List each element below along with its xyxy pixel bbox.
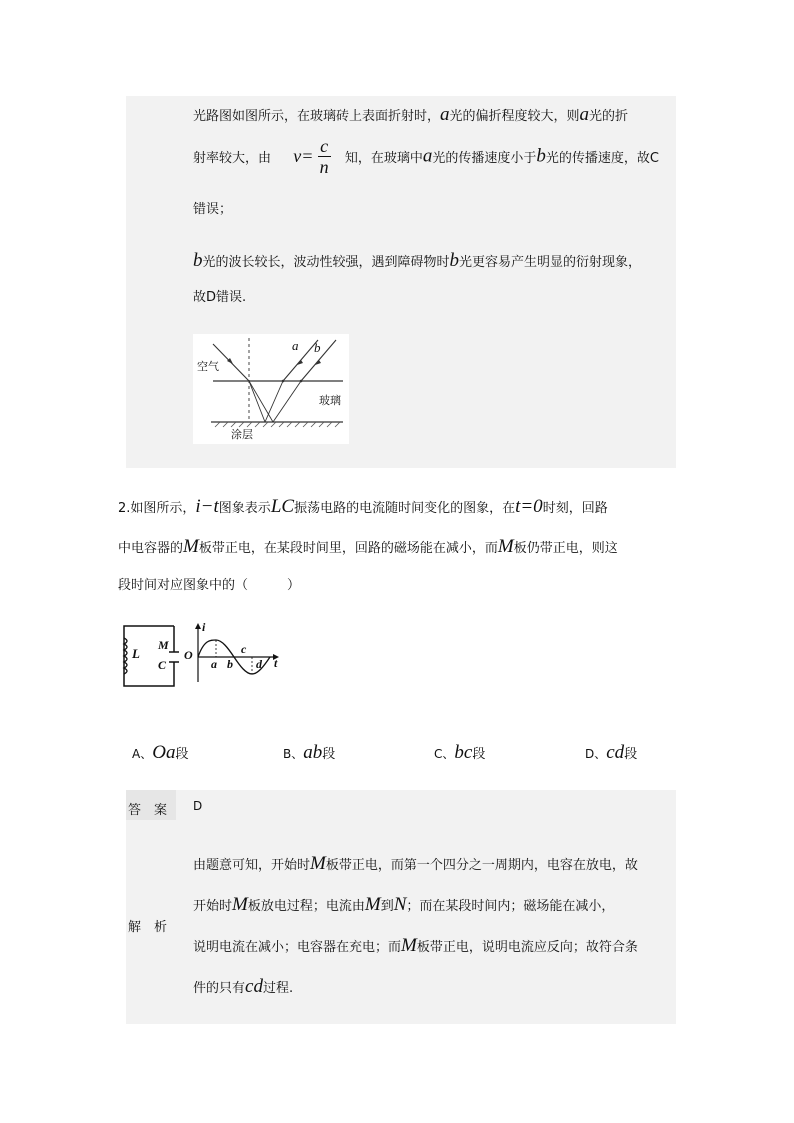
option-b[interactable]: B、ab段 bbox=[283, 742, 336, 763]
label-capacitor: C bbox=[158, 658, 167, 672]
label-point-b: b bbox=[227, 657, 233, 671]
label-glass: 玻璃 bbox=[319, 394, 341, 407]
refraction-diagram-svg bbox=[193, 334, 349, 444]
label-air: 空气 bbox=[197, 360, 219, 373]
label-ray-a: a bbox=[292, 338, 299, 353]
question-line-2: 中电容器的M板带正电，在某段时间里，回路的磁场能在减小，而M板仍带正电，则这 bbox=[118, 536, 618, 557]
option-a[interactable]: A、Oa段 bbox=[132, 742, 189, 763]
solution-line-1: 光路图如图所示，在玻璃砖上表面折射时，a光的偏折程度较大，则a光的折 bbox=[193, 104, 629, 125]
solution-line-4: b光的波长较长，波动性较强，遇到障碍物时b光更容易产生明显的衍射现象， bbox=[193, 250, 642, 271]
answer-label: 答 案 bbox=[128, 803, 168, 818]
solution-line-3: 错误； bbox=[193, 202, 233, 217]
solution-line-5: 故D错误. bbox=[193, 290, 247, 305]
formula-v: v= bbox=[293, 146, 314, 166]
label-point-a: a bbox=[211, 657, 217, 671]
analysis-line-1: 由题意可知，开始时M板带正电，而第一个四分之一周期内，电容在放电，故 bbox=[193, 853, 638, 874]
label-ray-b: b bbox=[314, 340, 321, 355]
question-line-3: 段时间对应图象中的（ ） bbox=[118, 578, 301, 593]
option-d[interactable]: D、cd段 bbox=[585, 742, 638, 763]
label-point-d: d bbox=[256, 657, 262, 671]
label-inductor: L bbox=[132, 646, 140, 661]
label-plate-m: M bbox=[158, 638, 169, 652]
analysis-label: 解 析 bbox=[128, 920, 168, 935]
refraction-figure bbox=[193, 334, 349, 444]
question-line-1: 2.如图所示，i−t图象表示LC振荡电路的电流随时间变化的图象，在t=0时刻，回路 bbox=[118, 496, 608, 517]
option-c[interactable]: C、bc段 bbox=[434, 742, 486, 763]
answer-value: D bbox=[193, 799, 203, 813]
label-coating: 涂层 bbox=[231, 428, 253, 441]
analysis-line-3: 说明电流在减小；电容器在充电；而M板带正电，说明电流应反向；故符合条 bbox=[193, 935, 638, 956]
analysis-line-2: 开始时M板放电过程；电流由M到N；而在某段时间内；磁场能在减小， bbox=[193, 894, 615, 915]
lc-figure bbox=[118, 620, 288, 692]
label-origin: O bbox=[184, 648, 193, 662]
solution-line-2: 射率较大，由 v= $\frac{c}{n}$ 知，在玻璃中a光的传播速度小于b光的传播速度，故C bbox=[193, 136, 659, 177]
analysis-line-4: 件的只有cd过程. bbox=[193, 976, 294, 997]
label-point-c: c bbox=[241, 642, 247, 656]
formula-fraction: $\frac{c}{n}$ bbox=[319, 136, 329, 177]
label-axis-t: t bbox=[274, 656, 278, 670]
label-axis-i: i bbox=[202, 620, 206, 634]
